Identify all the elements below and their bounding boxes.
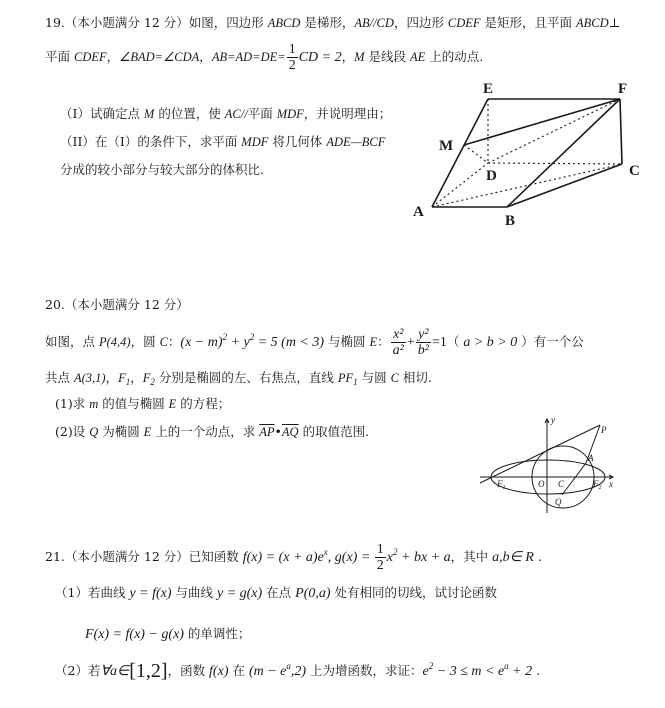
- q20-line-2: [45, 369, 432, 387]
- edge-DF: [488, 99, 620, 163]
- text: 分别是椭圆的左、右焦点，直线: [154, 370, 338, 385]
- f-definition: $f(x) = (x + a)e^x$, g(x) =: [242, 547, 374, 565]
- math: M: [143, 107, 155, 121]
- text: 将几何体: [268, 134, 327, 149]
- math: $PF_1$: [337, 371, 358, 387]
- q19-line-2: [45, 40, 483, 75]
- q21-line-1: [45, 540, 542, 575]
- text: （本小题满分 12 分）已知函数: [64, 549, 243, 564]
- text: (1)求: [55, 396, 90, 411]
- math: M: [354, 50, 365, 64]
- text: 共点: [45, 370, 74, 385]
- label-y: y: [551, 415, 555, 425]
- q20-line-1: [45, 324, 584, 361]
- math: ∀a∈: [100, 664, 130, 679]
- g-definition: $x^2$ + bx + a: [386, 547, 451, 565]
- text: （1）若曲线: [55, 585, 130, 600]
- plus: +: [406, 335, 415, 350]
- text: ，其中: [450, 549, 493, 564]
- label-F1: $F_1$: [497, 479, 506, 491]
- text: 的单调性；: [183, 626, 251, 641]
- interval: [1,2]: [129, 660, 168, 682]
- text: 上为增函数，求证：: [306, 663, 423, 678]
- math: CDEF: [447, 16, 481, 30]
- text: 的值与椭圆: [98, 396, 169, 411]
- text: 平面: [45, 49, 74, 64]
- math: f(x): [209, 664, 229, 679]
- math: E: [369, 335, 378, 349]
- q21-part-1-cont: [85, 625, 250, 644]
- text: (2)设: [55, 424, 90, 439]
- text: ，四边形: [393, 15, 448, 30]
- text: 与曲线: [171, 585, 217, 600]
- math: y = f(x): [129, 586, 172, 601]
- fraction: [287, 42, 298, 73]
- math: AB=AD=DE=: [211, 50, 286, 64]
- text: ，圆: [130, 334, 160, 349]
- edge-DC: [488, 163, 622, 164]
- q20-part-1: [55, 395, 230, 413]
- math: Q: [89, 425, 99, 439]
- label-M: M: [439, 138, 454, 154]
- circle-equation: $(x - m)^2 + y^2 = 5$ (m < 3): [180, 332, 325, 350]
- text: ，并说明理由；: [303, 106, 392, 121]
- edge-MD: [464, 145, 488, 163]
- edge-FC: [620, 99, 622, 164]
- label-A: A: [413, 204, 424, 220]
- math: E: [143, 425, 152, 439]
- label-C: C: [558, 479, 565, 489]
- q21-part-2: [55, 662, 540, 681]
- ellipse-frac-y: $\frac{\text{y²}}{\text{b²}}$: [417, 327, 429, 358]
- inequality: $e^2 - 3 \le m < e^a + 2$: [422, 661, 533, 679]
- math: CD = 2: [298, 50, 342, 65]
- line-PF1: [480, 425, 600, 483]
- label-E: E: [483, 81, 494, 97]
- q20-header: [45, 296, 189, 314]
- text: 上的一个动点，求: [151, 424, 260, 439]
- text: 在点: [262, 585, 296, 600]
- question-number: 21.: [45, 549, 65, 564]
- math: a,b∈ R: [492, 550, 534, 565]
- text: .: [533, 549, 542, 564]
- label-C: C: [629, 163, 640, 179]
- math: $F_1$: [118, 371, 131, 387]
- text: 的取值范围.: [298, 424, 370, 439]
- denominator: 2: [288, 58, 296, 73]
- math: E: [168, 397, 177, 411]
- text: （本小题满分 12 分）如图，四边形: [64, 15, 268, 30]
- text: 与椭圆: [324, 334, 370, 349]
- question-number: 19.: [45, 15, 65, 30]
- label-P: P: [601, 425, 607, 435]
- text: 为椭圆: [98, 424, 144, 439]
- math: $F_2$: [142, 371, 155, 387]
- label-B: B: [505, 213, 516, 229]
- text: 在: [228, 663, 249, 678]
- q19-part-2: [60, 133, 385, 151]
- q20-figure-ellipse-circle: [470, 405, 630, 515]
- q19-part-2-cont: [60, 161, 264, 179]
- label-F2: $F_2$: [593, 479, 602, 491]
- fraction: $\frac{1}{2}$: [376, 542, 384, 573]
- text: 是矩形，且平面: [480, 15, 577, 30]
- text: （2）若: [55, 663, 101, 678]
- math: C: [159, 335, 168, 349]
- text: 处有相同的切线，试讨论函数: [330, 585, 498, 600]
- text: 是线段: [364, 49, 411, 64]
- math: m: [89, 397, 99, 411]
- text: 的位置，使: [154, 106, 225, 121]
- vector-AQ: $\overline{AQ}$: [281, 425, 299, 439]
- dot-operator: •: [274, 424, 282, 439]
- math: A(3,1): [73, 371, 106, 385]
- text: ⊥: [608, 15, 621, 30]
- numerator: 1: [288, 42, 296, 57]
- math: AE: [410, 50, 426, 64]
- math: ABCD: [576, 16, 609, 30]
- text: ：: [167, 334, 181, 349]
- math: y = g(x): [216, 586, 263, 601]
- edge-AC: [432, 164, 622, 207]
- math: MDF: [241, 135, 269, 149]
- label-Q: Q: [555, 497, 562, 507]
- q20-part-2: [55, 423, 369, 441]
- math: F(x) = f(x) − g(x): [85, 627, 184, 642]
- interval-expr: $(m - e^a,2)$: [248, 661, 307, 679]
- text: ，函数: [167, 663, 210, 678]
- q21-part-1: [55, 584, 497, 603]
- text: 是梯形，: [300, 15, 355, 30]
- text: ，: [105, 370, 119, 385]
- text: （I）试确定点: [60, 106, 144, 121]
- text: ，: [130, 370, 143, 385]
- question-number: 20.: [45, 297, 65, 312]
- math: AC//: [224, 107, 248, 121]
- label-O: O: [538, 479, 545, 489]
- label-D: D: [486, 168, 497, 184]
- vector-AP: $\overline{AP}$: [259, 425, 275, 439]
- math: ∠BAD=∠CDA: [119, 50, 200, 64]
- math: a > b > 0: [463, 335, 518, 350]
- math: ADE—BCF: [326, 135, 386, 149]
- math: C: [390, 371, 399, 385]
- text: ）有一个公: [517, 334, 584, 349]
- label-F: F: [618, 81, 628, 97]
- equals: =1: [431, 335, 447, 350]
- text: （II）在（I）的条件下，求平面: [60, 134, 242, 149]
- math: ABCD: [267, 16, 301, 30]
- math: P(0,a): [295, 586, 331, 601]
- text: ，: [106, 49, 120, 64]
- q19-figure-prism: [400, 75, 665, 235]
- edge-AD: [432, 163, 488, 207]
- text: .: [532, 663, 541, 678]
- ellipse-frac-x: $\frac{\text{x²}}{\text{a²}}$: [392, 327, 404, 358]
- math: P(4,4): [98, 335, 131, 349]
- text: ：: [377, 334, 390, 349]
- label-A: A: [588, 453, 594, 463]
- label-x: x: [609, 479, 613, 489]
- q19-part-1: [60, 105, 391, 123]
- text: 相切.: [398, 370, 432, 385]
- text: ，: [341, 49, 355, 64]
- q19-line-1: [45, 14, 620, 32]
- text: 与圆: [357, 370, 391, 385]
- text: ，: [199, 49, 212, 64]
- text: （: [446, 334, 464, 349]
- math: AB//CD: [354, 16, 394, 30]
- text: 上的动点.: [425, 49, 484, 64]
- text: 如图，点: [45, 334, 99, 349]
- text: （本小题满分 12 分）: [64, 297, 189, 312]
- text: 的方程；: [176, 396, 231, 411]
- math: MDF: [276, 107, 304, 121]
- text: 分成的较小部分与较大部分的体积比.: [60, 162, 264, 177]
- text: 平面: [247, 106, 277, 121]
- math: CDEF: [73, 50, 107, 64]
- edge-BC: [507, 164, 622, 207]
